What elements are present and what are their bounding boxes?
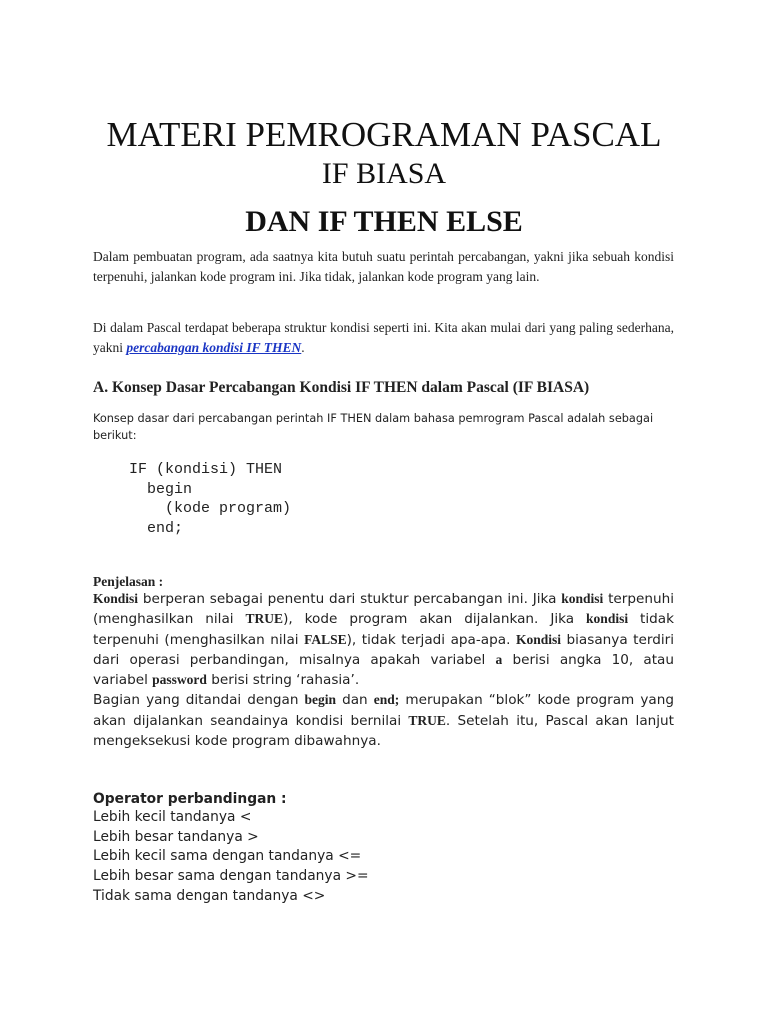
list-item: Lebih besar sama dengan tandanya >= — [93, 868, 369, 885]
keyword: password — [152, 672, 207, 688]
code-line: (kode program) — [129, 500, 292, 517]
text-run: berperan sebagai penentu dari stuktur percabangan ini. — [138, 591, 528, 607]
keyword: TRUE — [408, 712, 446, 728]
intro-paragraph-2-end: . — [301, 339, 305, 355]
text-run: biasanya terdiri dari operasi perbandingan, misalnya apakah variabel — [93, 631, 674, 668]
operators-heading: Operator perbandingan : — [93, 791, 287, 807]
penjelasan-text — [93, 589, 674, 751]
document-title-line-2: IF BIASA — [321, 157, 447, 190]
keyword: end; — [373, 692, 400, 708]
keyword: FALSE — [304, 631, 347, 647]
keyword: kondisi — [586, 611, 629, 627]
code-line: begin — [129, 480, 193, 498]
text-run: Jika — [538, 611, 587, 628]
intro-paragraph-1: Dalam pembuatan program, ada saatnya kita butuh suatu perintah percabangan, yakni jika sebuah kondisi terpenuhi, jalankan kode program ini. Jika tidak, jalankan kode program yang lain. — [93, 249, 674, 284]
intro-paragraph-2 — [93, 318, 674, 357]
section-a-heading: A. Konsep Dasar Percabangan Kondisi IF THEN dalam Pascal (IF BIASA) — [93, 379, 590, 396]
document-title-line-3: DAN IF THEN ELSE — [245, 205, 523, 238]
list-item: Lebih besar tandanya > — [93, 828, 259, 845]
penjelasan-label: Penjelasan : — [93, 574, 164, 589]
list-item: Lebih kecil sama dengan tandanya <= — [93, 848, 362, 865]
text-run: ), tidak terjadi apa-apa. — [346, 631, 516, 648]
text-run: merupakan “blok” kode program yang akan dijalankan seandainya kondisi bernilai — [93, 692, 674, 729]
list-item: Tidak sama dengan tandanya <> — [93, 887, 326, 904]
list-item: Lebih kecil tandanya < — [93, 809, 252, 825]
document-title-line-1: MATERI PEMROGRAMAN PASCAL — [106, 115, 662, 154]
keyword: begin — [304, 692, 337, 708]
text-run: dan — [336, 692, 374, 709]
if-then-link[interactable]: percabangan kondisi IF THEN — [126, 339, 302, 355]
keyword: Kondisi — [93, 591, 139, 606]
text-run: berisi angka 10, atau variabel — [93, 651, 674, 689]
keyword: kondisi — [561, 591, 604, 606]
keyword: a — [495, 651, 503, 667]
text-run: ), kode program akan dijalankan. — [283, 611, 539, 628]
text-run: . Setelah itu, Pascal akan lanjut mengeksekusi kode program dibawahnya. — [93, 712, 674, 750]
code-line: end; — [129, 519, 184, 537]
code-line: IF (kondisi) THEN — [129, 461, 283, 478]
text-run: Jika — [527, 591, 562, 607]
text-run: berisi string ‘rahasia’. — [206, 672, 360, 689]
section-a-description: Konsep dasar dari percabangan perintah IF THEN dalam bahasa pemrogram Pascal adalah sebagai berikut: — [93, 412, 654, 442]
operators-list — [93, 808, 369, 907]
text-run: terpenuhi (menghasilkan nilai — [93, 591, 674, 628]
code-block — [129, 460, 291, 538]
text-run: tidak terpenuhi (menghasilkan nilai — [93, 611, 674, 648]
intro-paragraph-2-text: Di dalam Pascal terdapat beberapa struktur kondisi seperti ini. Kita akan mulai dari yang paling sederhana, yakni — [93, 320, 674, 355]
keyword: Kondisi — [515, 631, 561, 647]
text-run: Bagian yang ditandai dengan — [93, 692, 305, 709]
keyword: TRUE — [245, 611, 284, 627]
